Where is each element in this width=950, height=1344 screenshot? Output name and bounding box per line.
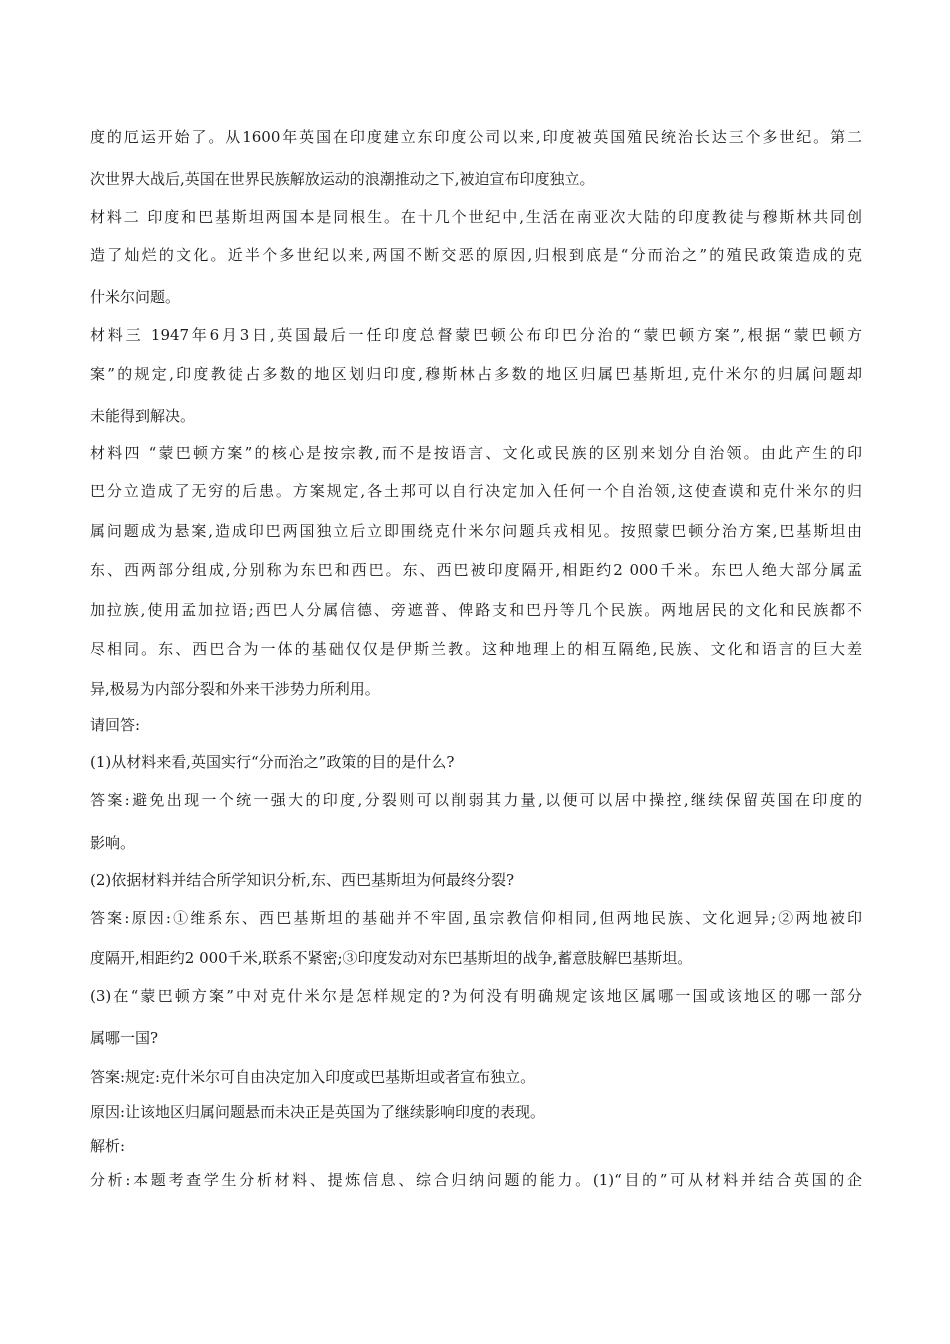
text-line: 未能得到解决。 bbox=[90, 407, 196, 425]
text-line: 什米尔问题。 bbox=[90, 288, 181, 306]
text-line: 案”的规定,印度教徒占多数的地区划归印度,穆斯林占多数的地区归属巴基斯坦,克什米尔的归属问题却 bbox=[90, 365, 862, 383]
text-line: 东、西两部分组成,分别称为东巴和西巴。东、西巴被印度隔开,相距约2 000千米。东巴人绝大部分属孟 bbox=[90, 561, 862, 579]
text-line: (1)从材料来看,英国实行“分而治之”政策的目的是什么? bbox=[90, 753, 455, 771]
text-line: 请回答: bbox=[90, 716, 141, 734]
text-line: 度隔开,相距约2 000千米,联系不紧密;③印度发动对东巴基斯坦的战争,蓄意肢解巴基斯坦。 bbox=[90, 949, 693, 967]
text-line: (2)依据材料并结合所学知识分析,东、西巴基斯坦为何最终分裂? bbox=[90, 871, 515, 889]
text-line: 答案:原因:①维系东、西巴基斯坦的基础并不牢固,虽宗教信仰相同,但两地民族、文化迥异;②两地被印 bbox=[90, 909, 862, 927]
text-line: (3)在“蒙巴顿方案”中对克什米尔是怎样规定的?为何没有明确规定该地区属哪一国或该地区的哪一部分 bbox=[90, 987, 862, 1005]
text-line: 造了灿烂的文化。近半个多世纪以来,两国不断交恶的原因,归根到底是“分而治之”的殖民政策造成的克 bbox=[90, 246, 862, 264]
text-line: 属哪一国? bbox=[90, 1029, 159, 1047]
text-line: 材料三 1947年6月3日,英国最后一任印度总督蒙巴顿公布印巴分治的“蒙巴顿方案”,根据“蒙巴顿方 bbox=[90, 326, 862, 344]
text-line: 次世界大战后,英国在世界民族解放运动的浪潮推动之下,被迫宣布印度独立。 bbox=[90, 170, 595, 188]
text-line: 答案:避免出现一个统一强大的印度,分裂则可以削弱其力量,以便可以居中操控,继续保留英国在印度的 bbox=[90, 791, 862, 809]
text-line: 解析: bbox=[90, 1137, 126, 1155]
text-line: 原因:让该地区归属问题悬而未决正是英国为了继续影响印度的表现。 bbox=[90, 1103, 546, 1121]
text-line: 分析:本题考查学生分析材料、提炼信息、综合归纳问题的能力。(1)“目的”可从材料并结合英国的企 bbox=[90, 1171, 862, 1189]
text-line: 加拉族,使用孟加拉语;西巴人分属信德、旁遮普、俾路支和巴丹等几个民族。两地居民的文化和民族都不 bbox=[90, 601, 862, 619]
text-line: 答案:规定:克什米尔可自由决定加入印度或巴基斯坦或者宣布独立。 bbox=[90, 1068, 536, 1086]
text-line: 度的厄运开始了。从1600年英国在印度建立东印度公司以来,印度被英国殖民统治长达三个多世纪。第二 bbox=[90, 128, 862, 146]
text-line: 材料四 “蒙巴顿方案”的核心是按宗教,而不是按语言、文化或民族的区别来划分自治领。由此产生的印 bbox=[90, 444, 862, 462]
text-line: 异,极易为内部分裂和外来干涉势力所利用。 bbox=[90, 680, 380, 698]
text-line: 巴分立造成了无穷的后患。方案规定,各土邦可以自行决定加入任何一个自治领,这使查谟和克什米尔的归 bbox=[90, 482, 862, 500]
text-line: 影响。 bbox=[90, 834, 136, 852]
text-line: 尽相同。东、西巴合为一体的基础仅仅是伊斯兰教。这种地理上的相互隔绝,民族、文化和语言的巨大差 bbox=[90, 640, 862, 658]
text-line: 属问题成为悬案,造成印巴两国独立后立即围绕克什米尔问题兵戎相见。按照蒙巴顿分治方案,巴基斯坦由 bbox=[90, 522, 862, 540]
text-line: 材料二 印度和巴基斯坦两国本是同根生。在十几个世纪中,生活在南亚次大陆的印度教徒与穆斯林共同创 bbox=[90, 208, 862, 226]
